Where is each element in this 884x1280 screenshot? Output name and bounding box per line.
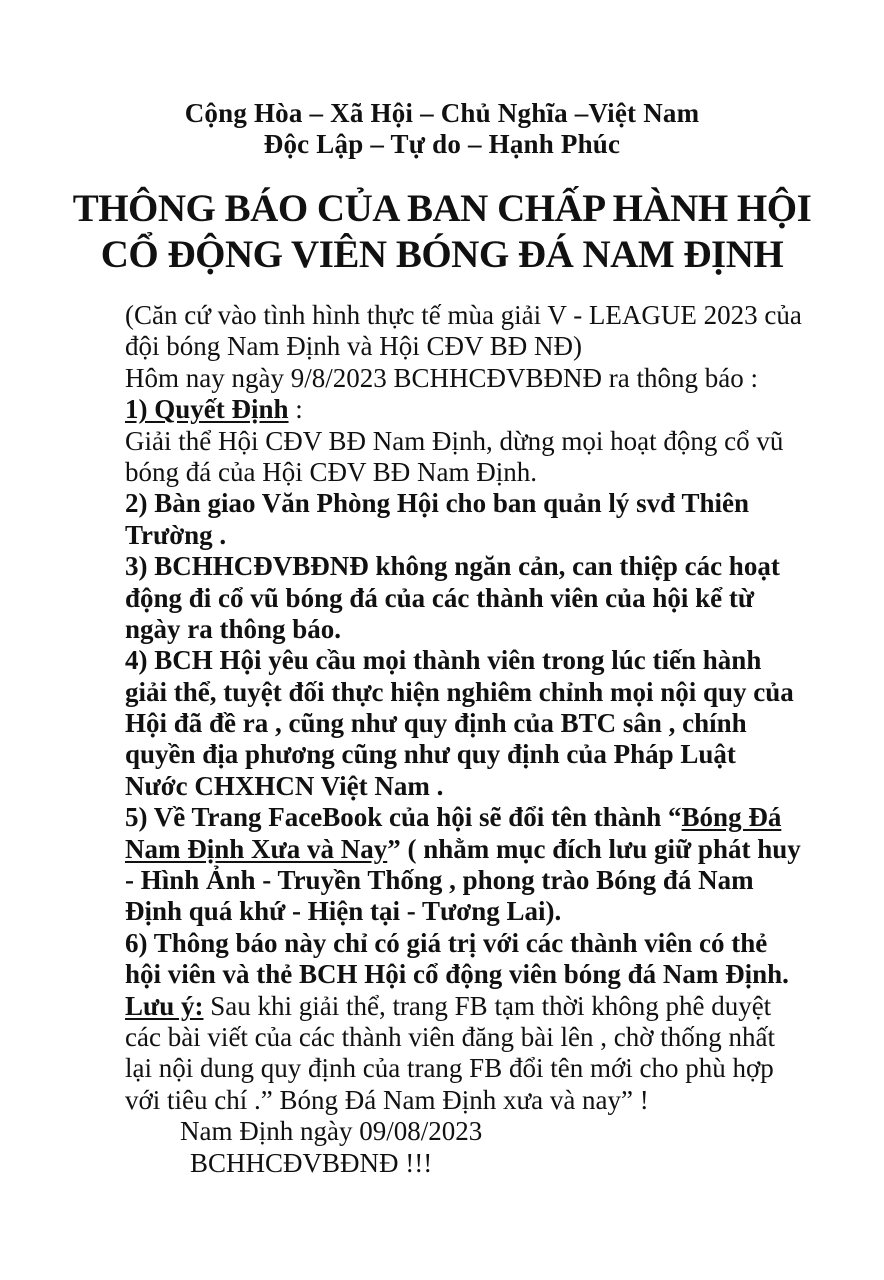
text-segment: các bài viết của các thành viên đăng bài lên , chờ thống nhất [125,1021,776,1052]
text-segment: bóng đá của Hội CĐV BĐ Nam Định. [125,456,537,487]
text-segment: Hôm nay ngày 9/8/2023 BCHHCĐVBĐNĐ ra thông báo : [125,362,758,393]
text-line [125,520,824,551]
national-motto-line-1: Cộng Hòa – Xã Hội – Chủ Nghĩa –Việt Nam [184,98,700,128]
document-title [0,186,884,278]
text-line [125,363,824,394]
text-segment: với tiêu chí .” Bóng Đá Nam Định xưa và nay” ! [125,1084,649,1115]
text-line [125,896,824,927]
text-segment: 5) Về Trang FaceBook của hội sẽ đổi tên thành “ [125,802,682,833]
text-line [125,865,824,896]
text-line [125,677,824,708]
text-line [125,1148,824,1179]
text-line [125,739,824,770]
text-segment: Sau khi giải thể, trang FB tạm thời không phê duyệt [203,990,772,1021]
text-line [125,614,824,645]
text-line [125,551,824,582]
text-segment: 1) Quyết Định [125,394,289,425]
body-text [0,300,884,1179]
text-line [125,583,824,614]
national-motto-line-2: Độc Lập – Tự do – Hạnh Phúc [263,129,621,159]
text-line [125,1022,824,1053]
text-line [125,1053,824,1084]
text-line [125,991,824,1022]
text-segment: 4) BCH Hội yêu cầu mọi thành viên trong lúc tiến hành [125,645,762,676]
text-segment: hội viên và thẻ BCH Hội cổ động viên bóng đá Nam Định. [125,959,789,990]
text-line [125,1085,824,1116]
text-line [125,488,824,519]
text-line [125,771,824,802]
text-segment: : [288,394,303,425]
text-segment: Bóng Đá [681,802,782,833]
text-line [125,457,824,488]
text-segment: Nam Định Xưa và Nay [125,833,388,864]
text-line [125,645,824,676]
text-segment: động đi cổ vũ bóng đá của các thành viên của hội kể từ [125,582,755,613]
text-segment: Định quá khứ - Hiện tại - Tương Lai). [125,896,562,927]
text-segment: ngày ra thông báo. [125,613,342,644]
text-line [125,394,824,425]
text-segment: Hội đã đề ra , cũng như quy định của BTC sân , chính [125,708,747,739]
text-segment: Nước CHXHCN Việt Nam . [125,770,444,801]
text-line [125,426,824,457]
text-segment: 3) BCHHCĐVBĐNĐ không ngăn cản, can thiệp các hoạt [125,551,780,582]
document-title-line-2: CỔ ĐỘNG VIÊN BÓNG ĐÁ NAM ĐỊNH [100,233,784,276]
text-line [125,802,824,833]
text-segment: Trường . [125,519,227,550]
text-segment: (Căn cứ vào tình hình thực tế mùa giải V - LEAGUE 2023 của [125,300,802,330]
text-segment: 6) Thông báo này chỉ có giá trị với các thành viên có thẻ [125,927,768,958]
text-line [125,331,824,362]
text-line [125,708,824,739]
text-segment: Lưu ý: [125,990,204,1021]
text-segment: giải thể, tuyệt đối thực hiện nghiêm chỉnh mọi nội quy của [125,676,794,707]
text-line [125,959,824,990]
text-segment: BCHHCĐVBĐNĐ !!! [190,1147,433,1178]
text-segment: ” ( nhằm mục đích lưu giữ phát huy [387,833,801,864]
text-segment: quyền địa phương cũng như quy định của Pháp Luật [125,739,736,770]
document-title-line-1: THÔNG BÁO CỦA BAN CHẤP HÀNH HỘI [72,187,812,230]
text-segment: - Hình Ảnh - Truyền Thống , phong trào Bóng đá Nam [125,865,754,896]
text-segment: Nam Định ngày 09/08/2023 [180,1116,483,1147]
text-segment: Giải thể Hội CĐV BĐ Nam Định, dừng mọi hoạt động cổ vũ [125,425,784,456]
text-segment: đội bóng Nam Định và Hội CĐV BĐ NĐ) [125,331,582,362]
text-line [125,834,824,865]
national-header [0,0,884,160]
text-line [125,928,824,959]
text-segment: lại nội dung quy định của trang FB đổi tên mới cho phù hợp [125,1053,774,1084]
text-line [125,300,824,331]
text-line [125,1116,824,1147]
text-segment: 2) Bàn giao Văn Phòng Hội cho ban quản lý svđ Thiên [125,488,749,519]
